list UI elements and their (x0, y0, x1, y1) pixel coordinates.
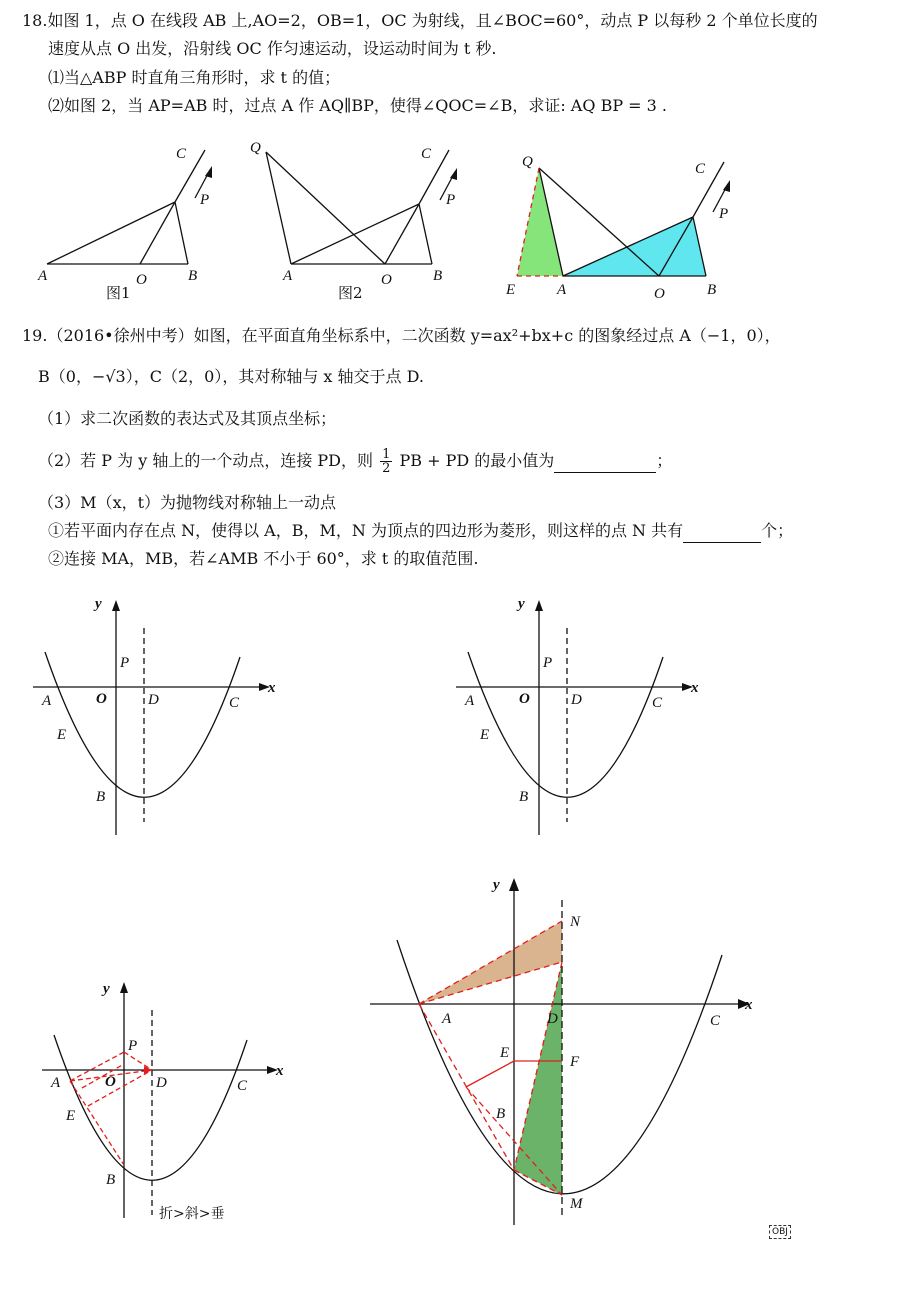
g4-label-d: D (547, 1011, 558, 1027)
fig2-label-o: O (381, 272, 392, 288)
g4-label-n: N (570, 914, 581, 930)
g1-label-a: A (42, 693, 52, 709)
g4-label-f: F (570, 1054, 580, 1070)
g2-label-b: B (519, 789, 529, 805)
g1-label-e: E (57, 727, 67, 743)
g2-label-c: C (652, 695, 663, 711)
q19-part-3-1-a: ①若平面内存在点 N，使得以 A，B，M，N 为顶点的四边形为菱形，则这样的点 N 共有 (48, 521, 684, 540)
g4-label-c: C (710, 1013, 721, 1029)
g1-label-p: P (120, 655, 130, 671)
g1-label-x: x (268, 680, 276, 696)
g4-label-y: y (493, 877, 500, 893)
g4-label-e: E (500, 1045, 510, 1061)
g1-label-d: D (148, 692, 159, 708)
q19-lead: （2016•徐州中考）如图，在平面直角坐标系中，二次函数 y=ax²+bx+c 的图象经过点 A（−1，0）， (47, 326, 781, 345)
fraction-denominator: 2 (382, 461, 391, 476)
g3-label-y: y (103, 981, 110, 997)
q19-part-3-1-b: 个； (761, 521, 794, 540)
fig3-label-e: E (506, 282, 516, 298)
g2-label-d: D (571, 692, 582, 708)
g3-label-b: B (106, 1172, 116, 1188)
fig2-label-c: C (421, 146, 432, 162)
fig3-caption: 折>斜>垂 (159, 1206, 225, 1222)
q19-part-2-b: PB + PD 的最小值为 (399, 451, 555, 470)
g1-label-c: C (229, 695, 240, 711)
q19-number: 19. (22, 326, 48, 345)
g3-label-e: E (66, 1108, 76, 1124)
g1-label-o: O (96, 691, 107, 707)
g3-label-d: D (156, 1075, 167, 1091)
g3-label-o: O (105, 1074, 116, 1090)
g2-label-x: x (691, 680, 699, 696)
fig2-caption: 图2 (338, 284, 363, 302)
q18-lead: 如图 1，点 O 在线段 AB 上,AO=2，OB=1，OC 为射线，且∠BOC=60°，动点 P 以每秒 2 个单位长度的 (47, 11, 818, 30)
q18-part-2: ⑵如图 2，当 AP=AB 时，过点 A 作 AQ∥BP，使得∠QOC=∠B，求证: AQ BP = 3 . (48, 96, 668, 115)
q18-part-1: ⑴当△ABP 时直角三角形时，求 t 的值； (48, 68, 341, 87)
q19-part-3-2: ②连接 MA，MB，若∠AMB 不小于 60°，求 t 的取值范围. (48, 549, 479, 568)
q18-number: 18. (22, 11, 48, 30)
fig3-label-a: A (557, 282, 567, 298)
g3-label-a: A (51, 1075, 61, 1091)
fig3-label-p: P (719, 206, 729, 222)
g2-label-y: y (518, 596, 525, 612)
g4-label-b: B (496, 1106, 506, 1122)
g2-label-a: A (465, 693, 475, 709)
fig1-label-a: A (38, 268, 48, 284)
g1-label-y: y (95, 596, 102, 612)
g1-label-b: B (96, 789, 106, 805)
g2-label-e: E (480, 727, 490, 743)
fig1-label-o: O (136, 272, 147, 288)
fig3-label-q: Q (522, 154, 533, 170)
fig2-label-b: B (433, 268, 443, 284)
q19-line-2: B（0，−√3），C（2，0），其对称轴与 x 轴交于点 D. (38, 367, 424, 386)
q18-line-2: 速度从点 O 出发，沿射线 OC 作匀速运动，设运动时间为 t 秒. (48, 39, 497, 58)
g4-label-a: A (442, 1011, 452, 1027)
fig1-label-c: C (176, 146, 187, 162)
fig3-label-c: C (695, 161, 706, 177)
fig3-label-b: B (707, 282, 717, 298)
fig1-caption: 图1 (106, 284, 131, 302)
fig2-label-p: P (446, 192, 456, 208)
g4-label-x: x (745, 997, 753, 1013)
q19-part-2-end: ； (656, 451, 673, 470)
q19-part-3: （3）M（x，t）为抛物线对称轴上一动点 (38, 493, 337, 512)
fig1-label-p: P (200, 192, 210, 208)
g3-label-c: C (237, 1078, 248, 1094)
g2-label-p: P (543, 655, 553, 671)
g3-label-p: P (128, 1038, 138, 1054)
g3-label-x: x (276, 1063, 284, 1079)
g2-label-o: O (519, 691, 530, 707)
q19-part-1: （1）求二次函数的表达式及其顶点坐标； (38, 409, 337, 428)
g4-label-m: M (570, 1196, 583, 1212)
fraction-numerator: 1 (382, 447, 391, 462)
object-stamp: OBJ (769, 1225, 791, 1239)
fig1-label-b: B (188, 268, 198, 284)
q19-part-2-a: （2）若 P 为 y 轴上的一个动点，连接 PD，则 (38, 451, 374, 470)
fig2-label-q: Q (250, 140, 261, 156)
fig2-label-a: A (283, 268, 293, 284)
fig3-label-o: O (654, 286, 665, 302)
